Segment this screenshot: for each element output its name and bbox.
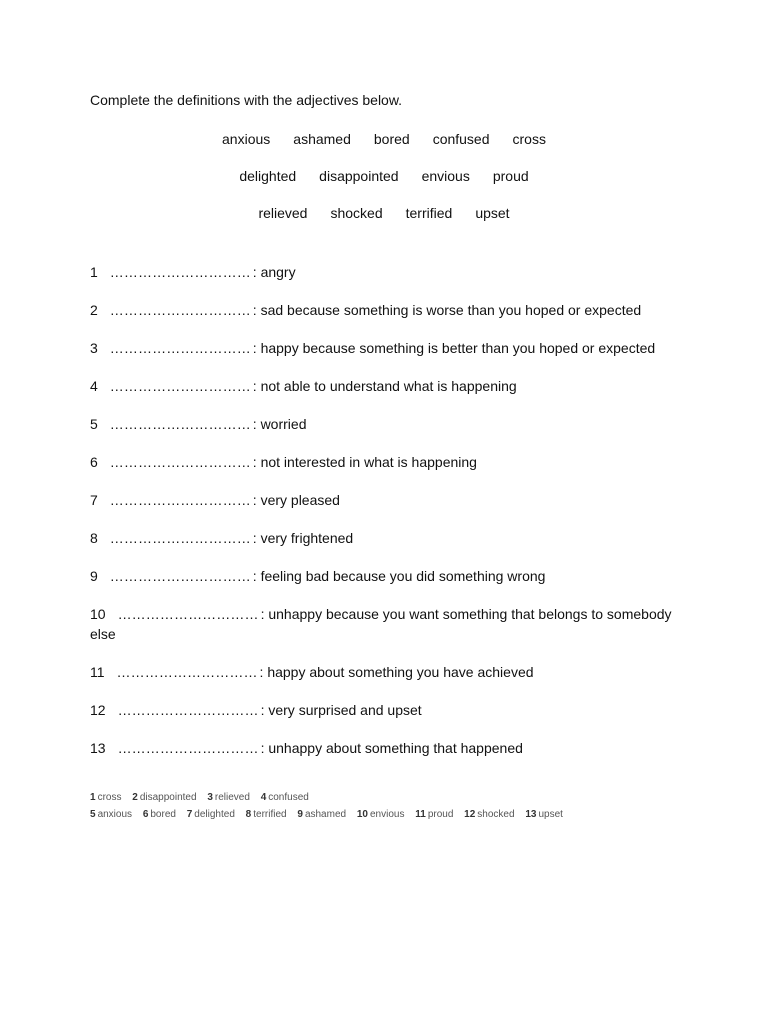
word-bank-row-1 — [0, 131, 768, 147]
word-bank-row-2 — [0, 168, 768, 184]
answer-number: 11 — [415, 809, 426, 820]
answer-blank: ………………………… — [109, 340, 251, 356]
definition-item-6 — [90, 452, 680, 472]
answer-entry — [90, 792, 121, 803]
answer-number: 9 — [297, 809, 303, 820]
definition-text: : angry — [252, 264, 296, 280]
answer-word: proud — [427, 809, 454, 820]
answer-entry — [464, 809, 514, 820]
definition-list — [90, 262, 680, 776]
item-number: 9 — [90, 568, 98, 584]
definition-text: : feeling bad because you did something wrong — [252, 568, 546, 584]
answer-blank: ………………………… — [109, 416, 251, 432]
word-bank-word: relieved — [258, 205, 308, 221]
answer-entry — [261, 792, 309, 803]
item-number: 2 — [90, 302, 98, 318]
word-bank-word: proud — [492, 168, 529, 184]
item-number: 3 — [90, 340, 98, 356]
item-number: 12 — [90, 702, 106, 718]
answer-entry — [143, 809, 176, 820]
answer-blank: ………………………… — [109, 454, 251, 470]
answer-blank: ………………………… — [117, 606, 259, 622]
answer-entry — [90, 809, 132, 820]
answer-entry — [297, 809, 346, 820]
answer-entry — [246, 809, 287, 820]
answer-entry — [187, 809, 235, 820]
definition-text: : happy about something you have achieved — [259, 664, 534, 680]
answer-number: 5 — [90, 809, 96, 820]
answer-word: confused — [268, 792, 309, 803]
answer-entry — [415, 809, 453, 820]
answer-key-row-2 — [90, 806, 571, 823]
answer-entry — [132, 792, 196, 803]
definition-text: : happy because something is better than you hoped or expected — [252, 340, 656, 356]
answer-word: relieved — [214, 792, 250, 803]
definition-item-13 — [90, 738, 680, 758]
definition-item-8 — [90, 528, 680, 548]
answer-entry — [525, 809, 563, 820]
item-number: 5 — [90, 416, 98, 432]
word-bank-word: bored — [373, 131, 410, 147]
answer-number: 4 — [260, 792, 267, 803]
answer-word: anxious — [97, 809, 133, 820]
definition-text: : unhappy because you want something that belongs to somebody else — [90, 606, 672, 642]
answer-word: shocked — [477, 809, 515, 820]
answer-number: 7 — [186, 809, 193, 820]
definition-text: : unhappy about something that happened — [260, 740, 523, 756]
item-number: 13 — [90, 740, 106, 756]
answer-word: terrified — [253, 809, 287, 820]
definition-text: : very pleased — [252, 492, 340, 508]
definition-text: : worried — [252, 416, 307, 432]
answer-word: disappointed — [139, 792, 197, 803]
item-number: 8 — [90, 530, 98, 546]
answer-blank: ………………………… — [117, 702, 259, 718]
answer-key-row-1 — [90, 789, 571, 806]
item-number: 6 — [90, 454, 98, 470]
answer-blank: ………………………… — [109, 302, 251, 318]
answer-word: bored — [150, 809, 176, 820]
answer-number: 2 — [132, 792, 138, 803]
answer-word: upset — [538, 809, 563, 820]
definition-text: : very surprised and upset — [260, 702, 422, 718]
definition-item-9 — [90, 566, 680, 586]
answer-word: delighted — [194, 809, 235, 820]
answer-blank: ………………………… — [109, 568, 251, 584]
answer-word: envious — [369, 809, 405, 820]
word-bank-word: delighted — [239, 168, 297, 184]
definition-item-11 — [90, 662, 680, 682]
definition-item-3 — [90, 338, 680, 358]
item-number: 11 — [90, 664, 105, 680]
definition-item-4 — [90, 376, 680, 396]
definition-item-5 — [90, 414, 680, 434]
answer-number: 8 — [245, 809, 252, 820]
word-bank-word: disappointed — [319, 168, 399, 184]
definition-text: : not able to understand what is happening — [252, 378, 517, 394]
word-bank-word: ashamed — [293, 131, 351, 147]
answer-blank: ………………………… — [109, 264, 251, 280]
word-bank-word: shocked — [330, 205, 383, 221]
item-number: 7 — [90, 492, 98, 508]
answer-number: 12 — [464, 809, 476, 820]
answer-number: 6 — [142, 809, 149, 820]
definition-item-2 — [90, 300, 680, 320]
definition-item-12 — [90, 700, 680, 720]
definition-text: : sad because something is worse than you hoped or expected — [252, 302, 642, 318]
answer-blank: ………………………… — [116, 664, 258, 680]
definition-text: : very frightened — [252, 530, 354, 546]
word-bank-word: upset — [475, 205, 510, 221]
item-number: 1 — [90, 264, 98, 280]
answer-blank: ………………………… — [109, 492, 251, 508]
word-bank-word: envious — [421, 168, 470, 184]
answer-word: ashamed — [304, 809, 347, 820]
answer-number: 10 — [356, 809, 368, 820]
answer-number: 13 — [525, 809, 537, 820]
answer-number: 3 — [207, 792, 213, 803]
word-bank-word: terrified — [405, 205, 453, 221]
definition-text: : not interested in what is happening — [252, 454, 477, 470]
word-bank-word: confused — [432, 131, 490, 147]
answer-blank: ………………………… — [117, 740, 259, 756]
answer-key — [90, 789, 571, 823]
answer-number: 1 — [90, 792, 96, 803]
answer-word: cross — [97, 792, 122, 803]
definition-item-10 — [90, 604, 680, 644]
answer-blank: ………………………… — [109, 378, 251, 394]
instruction-text: Complete the definitions with the adjectives below. — [90, 92, 403, 108]
word-bank-row-3 — [0, 205, 768, 221]
item-number: 4 — [90, 378, 98, 394]
answer-entry — [357, 809, 405, 820]
word-bank-word: anxious — [222, 131, 271, 147]
word-bank-word: cross — [512, 131, 546, 147]
definition-item-7 — [90, 490, 680, 510]
item-number: 10 — [90, 606, 106, 622]
answer-entry — [207, 792, 250, 803]
answer-blank: ………………………… — [109, 530, 251, 546]
definition-item-1 — [90, 262, 680, 282]
